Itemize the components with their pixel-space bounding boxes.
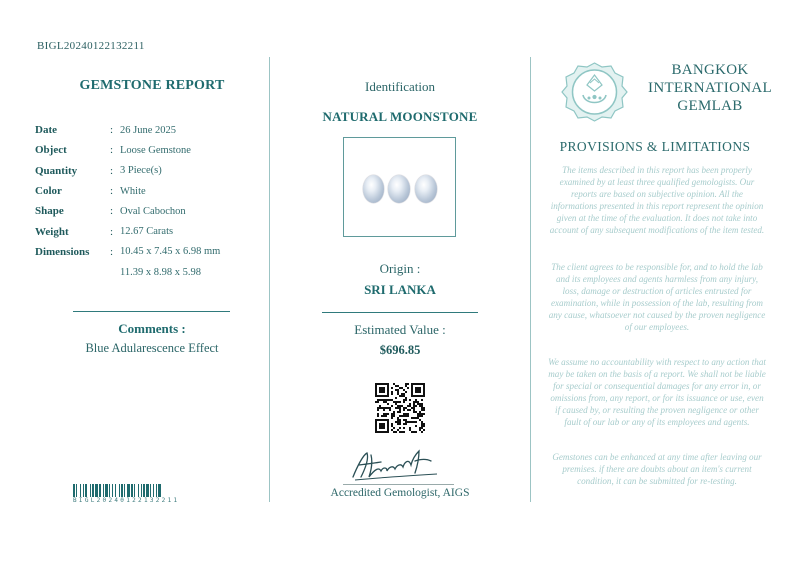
gem-name: NATURAL MOONSTONE — [322, 109, 478, 124]
detail-row-dimensions: Dimensions : 10.45 x 7.45 x 6.98 mm — [35, 245, 221, 258]
detail-row-weight: Weight : 12.67 Carats — [35, 225, 174, 238]
qr-code — [375, 383, 425, 433]
detail-value: 12.67 Carats — [120, 226, 174, 238]
detail-label: Color — [35, 185, 62, 198]
detail-value: 11.39 x 8.98 x 5.98 — [120, 266, 201, 278]
moonstone-image — [415, 175, 437, 203]
detail-label: Object — [35, 144, 67, 157]
detail-label: Date — [35, 124, 57, 137]
detail-row-color: Color : White — [35, 185, 146, 198]
lab-seal-logo — [561, 61, 628, 123]
detail-row-shape: Shape : Oval Cabochon — [35, 205, 186, 218]
detail-value: White — [120, 185, 146, 197]
barcode — [73, 484, 231, 497]
detail-label: Weight — [35, 225, 69, 238]
lab-name: BANGKOK INTERNATIONAL GEMLAB — [648, 62, 772, 114]
detail-value: 3 Piece(s) — [120, 165, 162, 177]
estimated-value: $696.85 — [379, 343, 421, 357]
divider-middle — [322, 312, 478, 313]
divider-left — [73, 311, 230, 312]
provisions-title: PROVISIONS & LIMITATIONS — [559, 139, 751, 154]
origin-label: Origin : — [379, 261, 421, 276]
provision-paragraph: We assume no accountability with respect to any action that may be taken on the basis of a report. We shall not be liable for special or consequential damages for any error in, or omissions from, any report, or for its issuance or use, even if caused by, or resulting the proven negligence or other fault of our lab or any of its employees and agents. — [548, 357, 766, 427]
origin-value: SRI LANKA — [364, 282, 436, 297]
barcode-text: BIGL20240122132211 — [73, 497, 180, 504]
comments-label: Comments : — [118, 321, 186, 336]
moonstone-image — [388, 175, 410, 203]
detail-row-object: Object : Loose Gemstone — [35, 144, 191, 157]
provision-paragraph: The client agrees to be responsible for, and to hold the lab and its employees and agents harmless from any injury, loss, damage or destruction of articles entrusted for examination, while in possession of the lab, resulting from any cause, whatsoever not caused by the proven negligence of our employees. — [548, 262, 766, 332]
report-title: GEMSTONE REPORT — [79, 78, 225, 93]
detail-label: Shape — [35, 205, 64, 218]
detail-label: Dimensions — [35, 245, 90, 258]
accredited-label: Accredited Gemologist, AIGS — [330, 487, 470, 499]
details-table — [35, 120, 270, 282]
detail-value: 26 June 2025 — [120, 124, 176, 136]
detail-row-date: Date : 26 June 2025 — [35, 124, 176, 137]
moonstone-image — [363, 175, 384, 203]
detail-value: Loose Gemstone — [120, 144, 191, 156]
detail-value: 10.45 x 7.45 x 6.98 mm — [120, 246, 221, 258]
panel-divider-right — [530, 57, 531, 502]
detail-label: Quantity — [35, 164, 78, 177]
detail-row-quantity: Quantity : 3 Piece(s) — [35, 164, 162, 177]
detail-value: Oval Cabochon — [120, 205, 186, 217]
identification-label: Identification — [364, 79, 436, 94]
signature-line — [343, 484, 454, 485]
gemstone-photo — [343, 137, 456, 237]
comments-text: Blue Adularescence Effect — [85, 341, 219, 355]
detail-row-dimensions-extra — [35, 262, 270, 282]
estimated-value-label: Estimated Value : — [354, 322, 446, 337]
report-id: BIGL20240122132211 — [37, 40, 145, 52]
provision-paragraph: Gemstones can be enhanced at any time after leaving our premises. if there are doubts about an item's current condition, it can be submitted for re-testing. — [552, 452, 762, 486]
signature-image — [345, 447, 445, 485]
provision-paragraph: The items described in this report has been properly examined by at least three qualified gemologists. Our reports are based on subjective opinion. All the informations presented in this report represent the opinion given at the time of the evaluation. It does not take into account of any subsequent modifications of the item tested. — [549, 165, 765, 235]
